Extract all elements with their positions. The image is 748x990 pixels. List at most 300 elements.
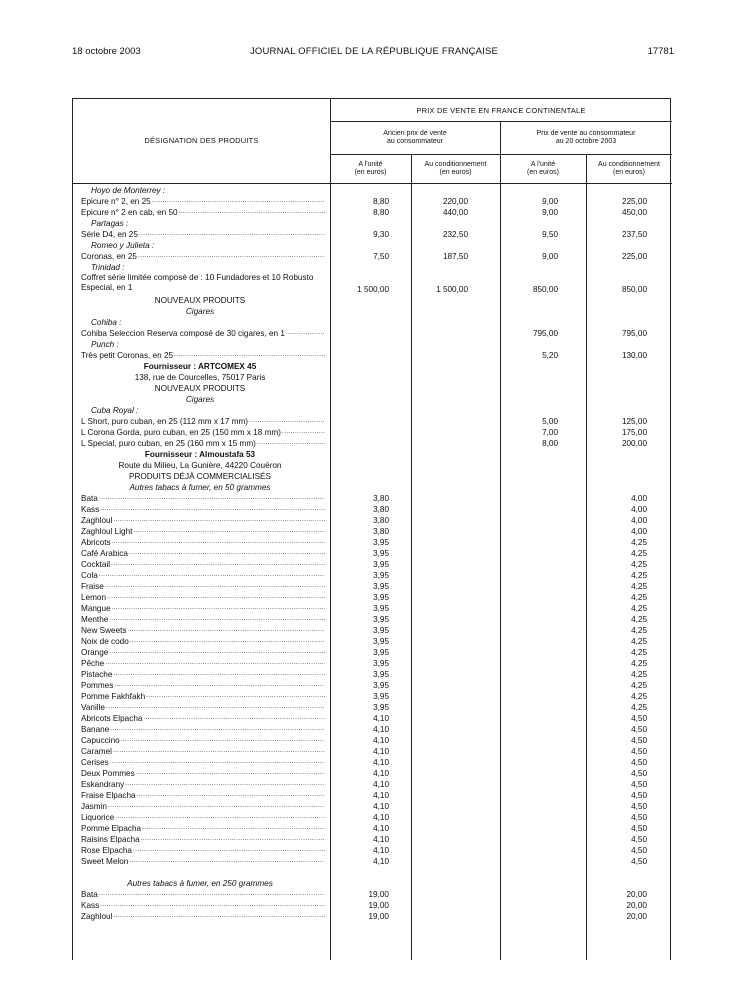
product-label: Abricots Elpacha	[81, 714, 143, 723]
ancien-unite-value: 4,10	[373, 747, 389, 756]
table-row	[73, 504, 672, 515]
product-name	[81, 625, 325, 636]
product-name	[81, 801, 325, 812]
table-row	[73, 218, 672, 229]
table-row	[73, 724, 672, 735]
nouveau-conditionnement-value: 4,00	[631, 527, 647, 536]
table-row	[73, 834, 672, 845]
nouveau-conditionnement-value: 795,00	[621, 329, 647, 338]
product-label: Très petit Coronas, en 25	[81, 351, 174, 360]
product-name	[81, 526, 325, 537]
ancien-unite-value: 3,95	[373, 626, 389, 635]
leader-dots	[110, 724, 325, 735]
page-date: 18 octobre 2003	[72, 46, 141, 57]
product-name	[81, 713, 325, 724]
cond-line2: (en euros)	[613, 169, 645, 176]
leader-dots	[146, 691, 325, 702]
nouveau-conditionnement-value: 20,00	[626, 912, 647, 921]
ancien-conditionnement-value: 1 500,00	[436, 285, 468, 294]
product-name	[81, 746, 325, 757]
product-name	[81, 702, 325, 713]
leader-dots	[141, 834, 325, 845]
nouveau-conditionnement-value: 4,25	[631, 615, 647, 624]
product-name	[81, 735, 325, 746]
nouveau-unite-value: 795,00	[532, 329, 558, 338]
table-row	[73, 614, 672, 625]
table-row	[73, 559, 672, 570]
nouveau-conditionnement-header	[586, 161, 672, 177]
ancien-unite-value: 3,95	[373, 648, 389, 657]
nouveau-conditionnement-value: 4,50	[631, 857, 647, 866]
nouveau-conditionnement-value: 4,00	[631, 494, 647, 503]
nouveau-conditionnement-value: 850,00	[621, 285, 647, 294]
ancien-unite-value: 7,50	[373, 252, 389, 261]
product-name	[81, 581, 325, 592]
table-row	[73, 779, 672, 790]
nouveau-conditionnement-value: 450,00	[621, 208, 647, 217]
product-name	[81, 537, 325, 548]
nouveau-conditionnement-value: 4,50	[631, 846, 647, 855]
table-row	[73, 482, 672, 493]
table-row	[73, 867, 672, 878]
product-name	[81, 592, 325, 603]
leader-dots	[152, 196, 325, 207]
unite-line2: (en euros)	[354, 169, 387, 176]
table-row	[73, 845, 672, 856]
table-row	[73, 691, 672, 702]
nouveau-conditionnement-value: 4,25	[631, 659, 647, 668]
nouveau-conditionnement-value: 4,25	[631, 571, 647, 580]
table-row	[73, 438, 672, 449]
category-heading: Cigares	[185, 307, 215, 316]
nouveau-conditionnement-value: 4,25	[631, 670, 647, 679]
product-label: Epicure n° 2 en cab, en 50	[81, 208, 178, 217]
product-name	[81, 603, 325, 614]
leader-dots	[139, 229, 325, 240]
table-row	[73, 658, 672, 669]
table-row	[73, 911, 672, 922]
table-row	[73, 460, 672, 471]
product-label: Epicure n° 2, en 25	[81, 197, 151, 206]
product-label: L Short, puro cuban, en 25 (112 mm x 17 mm)	[81, 417, 249, 426]
table-row	[73, 361, 672, 372]
leader-dots	[133, 526, 325, 537]
nouveau-conditionnement-value: 4,50	[631, 824, 647, 833]
leader-dots	[143, 713, 325, 724]
nouveau-unite-value: 850,00	[532, 285, 558, 294]
leader-dots	[113, 669, 325, 680]
nouveau-unite-value: 9,00	[542, 252, 558, 261]
nouveau-unite-value: 9,00	[542, 197, 558, 206]
leader-dots	[129, 548, 325, 559]
section-heading: NOUVEAUX PRODUITS	[154, 296, 246, 305]
nouveau-unite-value: 9,00	[542, 208, 558, 217]
leader-dots	[174, 350, 325, 361]
ancien-unite-value: 3,95	[373, 549, 389, 558]
leader-dots	[111, 559, 325, 570]
ancien-unite-value: 3,95	[373, 538, 389, 547]
row-rule	[330, 154, 672, 155]
leader-dots	[110, 757, 325, 768]
ancien-unite-value: 8,80	[373, 197, 389, 206]
section-heading: NOUVEAUX PRODUITS	[154, 384, 246, 393]
nouveau-conditionnement-value: 4,50	[631, 725, 647, 734]
leader-dots	[142, 823, 325, 834]
product-name	[81, 207, 325, 218]
ancien-conditionnement-value: 187,50	[442, 252, 468, 261]
table-row	[73, 471, 672, 482]
table-row	[73, 262, 672, 273]
ancien-unite-value: 19,00	[368, 912, 389, 921]
ancien-unite-value: 4,10	[373, 769, 389, 778]
product-name	[81, 504, 325, 515]
table-row	[73, 702, 672, 713]
product-label: Mangue	[81, 604, 111, 613]
product-name	[81, 196, 325, 207]
table-row	[73, 581, 672, 592]
ancien-unite-value: 3,95	[373, 692, 389, 701]
brand-heading: Trinidad :	[91, 263, 125, 272]
leader-dots	[121, 735, 325, 746]
ancien-unite-value: 3,80	[373, 505, 389, 514]
ancien-unite-value: 3,95	[373, 670, 389, 679]
table-row	[73, 856, 672, 867]
nouveau-prix-line1: Prix de vente au consommateur	[536, 130, 636, 137]
product-label: Zaghloul Light	[81, 527, 133, 536]
leader-dots	[137, 790, 325, 801]
leader-dots	[136, 768, 325, 779]
product-label: Lemon	[81, 593, 107, 602]
product-label: Pomme Elpacha	[81, 824, 142, 833]
ancien-prix-line2: au consommateur	[386, 138, 444, 145]
table-row	[73, 636, 672, 647]
product-name	[81, 658, 325, 669]
product-name	[81, 559, 325, 570]
product-label: Série D4, en 25	[81, 230, 138, 239]
ancien-unite-value: 4,10	[373, 736, 389, 745]
table-row	[73, 735, 672, 746]
nouveau-conditionnement-value: 4,25	[631, 593, 647, 602]
nouveau-conditionnement-value: 20,00	[626, 901, 647, 910]
leader-dots	[106, 702, 325, 713]
ancien-prix-header	[330, 130, 500, 146]
product-label: Cohiba Seleccion Reserva composé de 30 cigares, en 1	[81, 329, 285, 338]
product-label: Pistache	[81, 670, 113, 679]
nouveau-conditionnement-value: 237,50	[621, 230, 647, 239]
nouveau-conditionnement-value: 4,25	[631, 560, 647, 569]
product-name	[81, 416, 325, 427]
product-name	[81, 900, 325, 911]
ancien-prix-line1: Ancien prix de vente	[383, 130, 447, 137]
ancien-unite-value: 4,10	[373, 725, 389, 734]
table-row	[73, 306, 672, 317]
nouveau-conditionnement-value: 4,00	[631, 516, 647, 525]
nouveau-prix-line2: au 20 octobre 2003	[555, 138, 617, 145]
product-name	[81, 823, 325, 834]
product-label: Noix de codo	[81, 637, 129, 646]
ancien-unite-value: 3,95	[373, 681, 389, 690]
table-row	[73, 768, 672, 779]
table-row	[73, 339, 672, 350]
leader-dots	[130, 636, 325, 647]
table-row	[73, 889, 672, 900]
product-name	[81, 570, 325, 581]
product-label: Fraise Elpacha	[81, 791, 136, 800]
leader-dots	[114, 680, 325, 691]
ancien-unite-header	[330, 161, 411, 177]
ancien-unite-value: 4,10	[373, 824, 389, 833]
leader-dots	[129, 856, 325, 867]
nouveau-conditionnement-value: 4,25	[631, 582, 647, 591]
nouveau-conditionnement-value: 20,00	[626, 890, 647, 899]
product-label: Menthe	[81, 615, 109, 624]
table-row	[73, 350, 672, 361]
ancien-unite-value: 3,95	[373, 637, 389, 646]
nouveau-conditionnement-value: 4,50	[631, 747, 647, 756]
leader-dots	[125, 779, 325, 790]
product-name	[81, 328, 325, 339]
product-name	[81, 691, 325, 702]
row-rule	[330, 121, 672, 122]
ancien-unite-value: 3,95	[373, 593, 389, 602]
ancien-unite-value: 4,10	[373, 813, 389, 822]
product-name	[81, 790, 325, 801]
product-label: Capuccino	[81, 736, 120, 745]
table-row	[73, 570, 672, 581]
nouveau-conditionnement-value: 130,00	[621, 351, 647, 360]
ancien-unite-value: 4,10	[373, 802, 389, 811]
table-row	[73, 603, 672, 614]
cond-line1: Au conditionnement	[424, 161, 487, 168]
table-row	[73, 812, 672, 823]
product-label: Caramel	[81, 747, 112, 756]
product-label: Kass	[81, 901, 100, 910]
leader-dots	[109, 614, 325, 625]
nouveau-unite-value: 9,50	[542, 230, 558, 239]
product-name	[81, 757, 325, 768]
nouveau-conditionnement-value: 4,25	[631, 692, 647, 701]
leader-dots	[109, 647, 325, 658]
ancien-unite-value: 4,10	[373, 791, 389, 800]
ancien-unite-value: 4,10	[373, 846, 389, 855]
ancien-unite-value: 4,10	[373, 714, 389, 723]
nouveau-prix-header	[500, 130, 672, 146]
product-label: Zaghloul	[81, 516, 113, 525]
table-row	[73, 515, 672, 526]
brand-heading: Hoyo de Monterrey :	[91, 186, 166, 195]
table-body	[73, 185, 672, 922]
product-name	[81, 834, 325, 845]
nouveau-conditionnement-value: 200,00	[621, 439, 647, 448]
product-label: Pomme Fakhfakh	[81, 692, 146, 701]
product-label: Café Arabica	[81, 549, 128, 558]
product-label: Banane	[81, 725, 110, 734]
product-label: Abricots	[81, 538, 111, 547]
table-row	[73, 757, 672, 768]
brand-heading: Punch :	[91, 340, 119, 349]
nouveau-unite-value: 7,00	[542, 428, 558, 437]
product-name	[81, 614, 325, 625]
leader-dots	[115, 812, 325, 823]
nouveau-conditionnement-value: 4,50	[631, 813, 647, 822]
ancien-unite-value: 4,10	[373, 780, 389, 789]
nouveau-conditionnement-value: 125,00	[621, 417, 647, 426]
ancien-unite-value: 4,10	[373, 835, 389, 844]
ancien-unite-value: 9,30	[373, 230, 389, 239]
nouveau-conditionnement-value: 4,25	[631, 626, 647, 635]
product-name	[81, 724, 325, 735]
table-row	[73, 372, 672, 383]
product-label: Rose Elpacha	[81, 846, 132, 855]
leader-dots	[128, 625, 325, 636]
table-row	[73, 625, 672, 636]
nouveau-conditionnement-value: 225,00	[621, 252, 647, 261]
ancien-unite-value: 19,00	[368, 901, 389, 910]
product-label: Pêche	[81, 659, 105, 668]
leader-dots	[105, 581, 325, 592]
leader-dots	[113, 746, 325, 757]
product-name	[81, 779, 325, 790]
nouveau-conditionnement-value: 4,25	[631, 703, 647, 712]
brand-heading: Cuba Royal :	[91, 406, 139, 415]
page-number: 17781	[647, 46, 674, 57]
table-row	[73, 317, 672, 328]
nouveau-conditionnement-value: 4,50	[631, 802, 647, 811]
product-name	[81, 548, 325, 559]
leader-dots	[105, 658, 325, 669]
product-label: Orange	[81, 648, 109, 657]
product-name	[81, 812, 325, 823]
leader-dots	[99, 889, 325, 900]
table-row	[73, 196, 672, 207]
ancien-unite-value: 3,80	[373, 494, 389, 503]
leader-dots	[282, 427, 325, 438]
table-row	[73, 537, 672, 548]
product-label: Pommes	[81, 681, 114, 690]
product-label: Cola	[81, 571, 98, 580]
product-name	[81, 911, 325, 922]
table-row	[73, 394, 672, 405]
nouveau-unite-value: 8,00	[542, 439, 558, 448]
ancien-unite-value: 19,00	[368, 890, 389, 899]
section-heading: PRODUITS DÉJÀ COMMERCIALISÉS	[129, 472, 271, 481]
table-row	[73, 273, 672, 295]
table-row	[73, 801, 672, 812]
ancien-unite-value: 3,95	[373, 560, 389, 569]
category-heading: Cigares	[185, 395, 215, 404]
product-label: Sweet Melon	[81, 857, 129, 866]
journal-title: JOURNAL OFFICIEL DE LA RÉPUBLIQUE FRANÇAISE	[249, 46, 499, 57]
table-row	[73, 647, 672, 658]
product-label: Eskandrany	[81, 780, 125, 789]
cond-line1: Au conditionnement	[598, 161, 660, 168]
table-row	[73, 713, 672, 724]
supplier-heading: Fournisseur : ARTCOMEX 45	[143, 362, 257, 371]
product-label: Cerises	[81, 758, 109, 767]
table-row	[73, 240, 672, 251]
product-name	[81, 647, 325, 658]
table-row	[73, 383, 672, 394]
product-name	[81, 845, 325, 856]
ancien-unite-value: 3,95	[373, 659, 389, 668]
product-label: Deux Pommes	[81, 769, 135, 778]
nouveau-conditionnement-value: 4,25	[631, 549, 647, 558]
table-row	[73, 746, 672, 757]
nouveau-conditionnement-value: 225,00	[621, 197, 647, 206]
product-name	[81, 251, 325, 262]
nouveau-conditionnement-value: 4,25	[631, 538, 647, 547]
table-row	[73, 493, 672, 504]
leader-dots	[257, 438, 325, 449]
product-name	[81, 493, 325, 504]
brand-heading: Partagas :	[91, 219, 129, 228]
nouveau-conditionnement-value: 4,50	[631, 780, 647, 789]
product-name	[81, 768, 325, 779]
product-name	[81, 438, 325, 449]
product-name: Coffret série limitée composé de : 10 Fundadores et 10 Robusto Especial, en 1	[81, 273, 314, 292]
leader-dots	[99, 493, 325, 504]
product-label: Jasmin	[81, 802, 107, 811]
unite-line1: A l'unité	[530, 161, 556, 168]
category-heading: Autres tabacs à fumer, en 250 grammes	[127, 879, 273, 888]
nouveau-conditionnement-value: 4,50	[631, 736, 647, 745]
leader-dots	[179, 207, 325, 218]
product-name	[81, 680, 325, 691]
table-row	[73, 790, 672, 801]
product-label: Cocktail	[81, 560, 111, 569]
ancien-unite-value: 3,95	[373, 703, 389, 712]
ancien-unite-value: 1 500,00	[357, 285, 389, 294]
table-row	[73, 229, 672, 240]
nouveau-conditionnement-value: 4,50	[631, 791, 647, 800]
nouveau-unite-header	[500, 161, 586, 177]
prix-header: PRIX DE VENTE EN FRANCE CONTINENTALE	[416, 106, 586, 115]
leader-dots	[100, 504, 325, 515]
table-row	[73, 427, 672, 438]
product-label: Fraise	[81, 582, 104, 591]
table-row	[73, 592, 672, 603]
ancien-conditionnement-value: 232,50	[442, 230, 468, 239]
product-label: New Sweets	[81, 626, 127, 635]
nouveau-conditionnement-value: 4,50	[631, 769, 647, 778]
nouveau-conditionnement-value: 4,00	[631, 505, 647, 514]
ancien-unite-value: 3,95	[373, 615, 389, 624]
product-name	[81, 515, 325, 526]
leader-dots	[99, 570, 325, 581]
nouveau-conditionnement-value: 4,25	[631, 604, 647, 613]
product-label: Bata	[81, 890, 98, 899]
supplier-heading: Fournisseur : Almoustafa 53	[144, 450, 256, 459]
leader-dots	[113, 515, 325, 526]
leader-dots	[249, 416, 325, 427]
leader-dots	[138, 251, 325, 262]
product-label: Liquorice	[81, 813, 115, 822]
table-row	[73, 680, 672, 691]
table-row	[73, 251, 672, 262]
table-row	[73, 548, 672, 559]
nouveau-conditionnement-value: 4,25	[631, 681, 647, 690]
product-name	[81, 229, 325, 240]
leader-dots	[107, 592, 325, 603]
leader-dots	[112, 603, 325, 614]
product-name	[81, 669, 325, 680]
nouveau-conditionnement-value: 4,25	[631, 637, 647, 646]
ancien-unite-value: 4,10	[373, 758, 389, 767]
table-row	[73, 185, 672, 196]
ancien-conditionnement-value: 440,00	[442, 208, 468, 217]
ancien-unite-value: 8,80	[373, 208, 389, 217]
ancien-unite-value: 3,80	[373, 516, 389, 525]
